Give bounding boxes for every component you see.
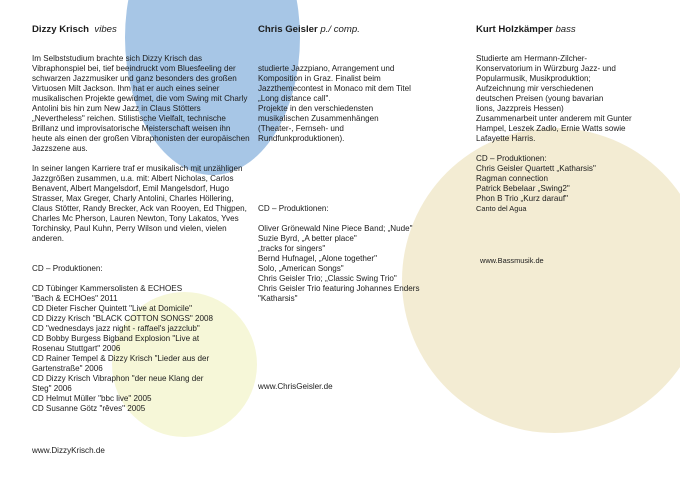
cd-item: CD Rainer Tempel & Dizzy Krisch "Lieder aus der xyxy=(32,354,210,363)
cd-item: CD "wednesdays jazz night - raffael's jazzclub" xyxy=(32,324,200,333)
bio-line: studierte Jazzpiano, Arrangement und xyxy=(258,64,395,73)
cd-item: "Bach & ECHOes" 2011 xyxy=(32,294,118,303)
cd-item: CD Tübinger Kammersolisten & ECHOES xyxy=(32,284,183,293)
bio-line: Aufzeichnung mir verschiedenen xyxy=(476,84,594,93)
cd-item: Phon B Trio „Kurz darauf" xyxy=(476,194,568,203)
bio-line: „Long distance call". xyxy=(258,94,331,103)
cd-item: „tracks for singers" xyxy=(258,244,326,253)
musician-name: Kurt Holzkämper xyxy=(476,24,553,35)
bio-line: Komposition in Graz. Finalist beim xyxy=(258,74,381,83)
bio-line: (Theater-, Fernseh- und xyxy=(258,124,344,133)
chris-geisler-column xyxy=(258,10,448,304)
cd-item: CD Dizzy Krisch "BLACK COTTON SONGS" 2008 xyxy=(32,314,214,323)
cd-heading: CD – Produktionen: xyxy=(32,264,103,273)
cd-item: Chris Geisler Quartett „Katharsis" xyxy=(476,164,596,173)
biography xyxy=(476,54,676,144)
musician-role: bass xyxy=(555,24,576,35)
cd-item: Solo, „American Songs" xyxy=(258,264,344,273)
musician-heading xyxy=(258,25,448,35)
cd-item: Gartenstraße" 2006 xyxy=(32,364,103,373)
bio-line: deutschen Preisen (young bavarian xyxy=(476,94,604,103)
cd-list xyxy=(32,284,250,414)
website-link[interactable]: www.Bassmusik.de xyxy=(480,256,544,265)
cd-item: "Katharsis" xyxy=(258,294,298,303)
cd-item: CD Dieter Fischer Quintett "Live at Domicile" xyxy=(32,304,193,313)
cd-item: Canto del Agua xyxy=(476,204,527,213)
cd-item: CD Helmut Müller "bbc live" 2005 xyxy=(32,394,152,403)
bio-line: Projekte in den verschiedensten xyxy=(258,104,374,113)
musician-heading xyxy=(32,25,250,35)
dizzy-krisch-column xyxy=(32,10,250,414)
cd-item: Bernd Hufnagel, „Alone together" xyxy=(258,254,377,263)
musician-name: Chris Geisler xyxy=(258,24,318,35)
bio-line: Rundfunkproduktionen). xyxy=(258,134,345,143)
career-text: In seiner langen Karriere traf er musikalisch mit unzähligen Jazzgrößen zusammen, u.a. mit: Albert Nicholas, Carlos Benavent, Albert Mangelsdorf, Emil Mangelsdorf, Hugo Strasser, Max Greger, Charly Antolini, Charles Höllering, Claus Stötter, Randy Brecker, Ack van Rooyen, Ed Thigpen, Charles Mc Pherson, Lauren Newton, Tony Lakatos, Yves Torchinsky, Paul Kuhn, Perry Wilson und vielen, vielen anderen. xyxy=(32,164,247,243)
cd-item: CD Bobby Burgess Bigband Explosion "Live at xyxy=(32,334,200,343)
bio-line: Zusammenarbeit unter anderem mit Gunter xyxy=(476,114,632,123)
biography xyxy=(258,64,448,144)
cd-item: Ragman connection xyxy=(476,174,548,183)
bio-line: musikalischen Zusammenhängen xyxy=(258,114,379,123)
cd-item: CD Susanne Götz "rêves" 2005 xyxy=(32,404,146,413)
musician-role: vibes xyxy=(94,24,117,35)
cd-list xyxy=(476,164,676,214)
bio-line: Konservatorium in Würzburg Jazz- und xyxy=(476,64,616,73)
cd-item: Suzie Byrd, „A better place" xyxy=(258,234,357,243)
website-link[interactable]: www.DizzyKrisch.de xyxy=(32,446,105,455)
website-link[interactable]: www.ChrisGeisler.de xyxy=(258,382,333,391)
musician-heading xyxy=(476,25,676,35)
bio-line: Studierte am Hermann-Zilcher- xyxy=(476,54,588,63)
cd-list xyxy=(258,224,448,304)
cd-item: Patrick Bebelaar „Swing2" xyxy=(476,184,570,193)
cd-heading: CD – Produktionen: xyxy=(476,154,547,163)
cd-item: Rosenau Stuttgart" 2006 xyxy=(32,344,121,353)
musician-role: p./ comp. xyxy=(320,24,360,35)
kurt-holzkaemper-column xyxy=(476,10,676,214)
bio-line: lions, Jazzpreis Hessen) xyxy=(476,104,564,113)
cd-item: Chris Geisler Trio featuring Johannes Enders xyxy=(258,284,420,293)
cd-item: Steg" 2006 xyxy=(32,384,72,393)
bio-line: Popularmusik, Musikproduktion; xyxy=(476,74,591,83)
cd-item: Chris Geisler Trio; „Classic Swing Trio" xyxy=(258,274,397,283)
bio-line: Hampel, Leszek Zadlo, Ernie Watts sowie xyxy=(476,124,626,133)
musician-name: Dizzy Krisch xyxy=(32,24,90,35)
cd-item: CD Dizzy Krisch Vibraphon "der neue Klang der xyxy=(32,374,204,383)
cd-item: Oliver Grönewald Nine Piece Band; „Nude" xyxy=(258,224,413,233)
cd-heading: CD – Produktionen: xyxy=(258,204,329,213)
bio-line: Lafayette Harris. xyxy=(476,134,536,143)
biography: Im Selbststudium brachte sich Dizzy Krisch das Vibraphonspiel bei, tief beeindruckt vom Bluesfeeling der schwarzen Jazzmusiker und ganz besonders des großen Virtuosen Milt Jackson. Ihm hat er auch eines seiner musikalischen Projekte gewidmet, die vom Swing mit Charly Antolini bis hin zum New Jazz in Claus Stötters „Nevertheless" reichen. Stilistische Vielfalt, technische Brillanz und improvisatorische Meisterschaft weisen ihn heute als einen der großen Vibraphonisten der europäischen Jazzszene aus. xyxy=(32,54,250,153)
bio-line: Jazzthemecontest in Monaco mit dem Titel xyxy=(258,84,411,93)
